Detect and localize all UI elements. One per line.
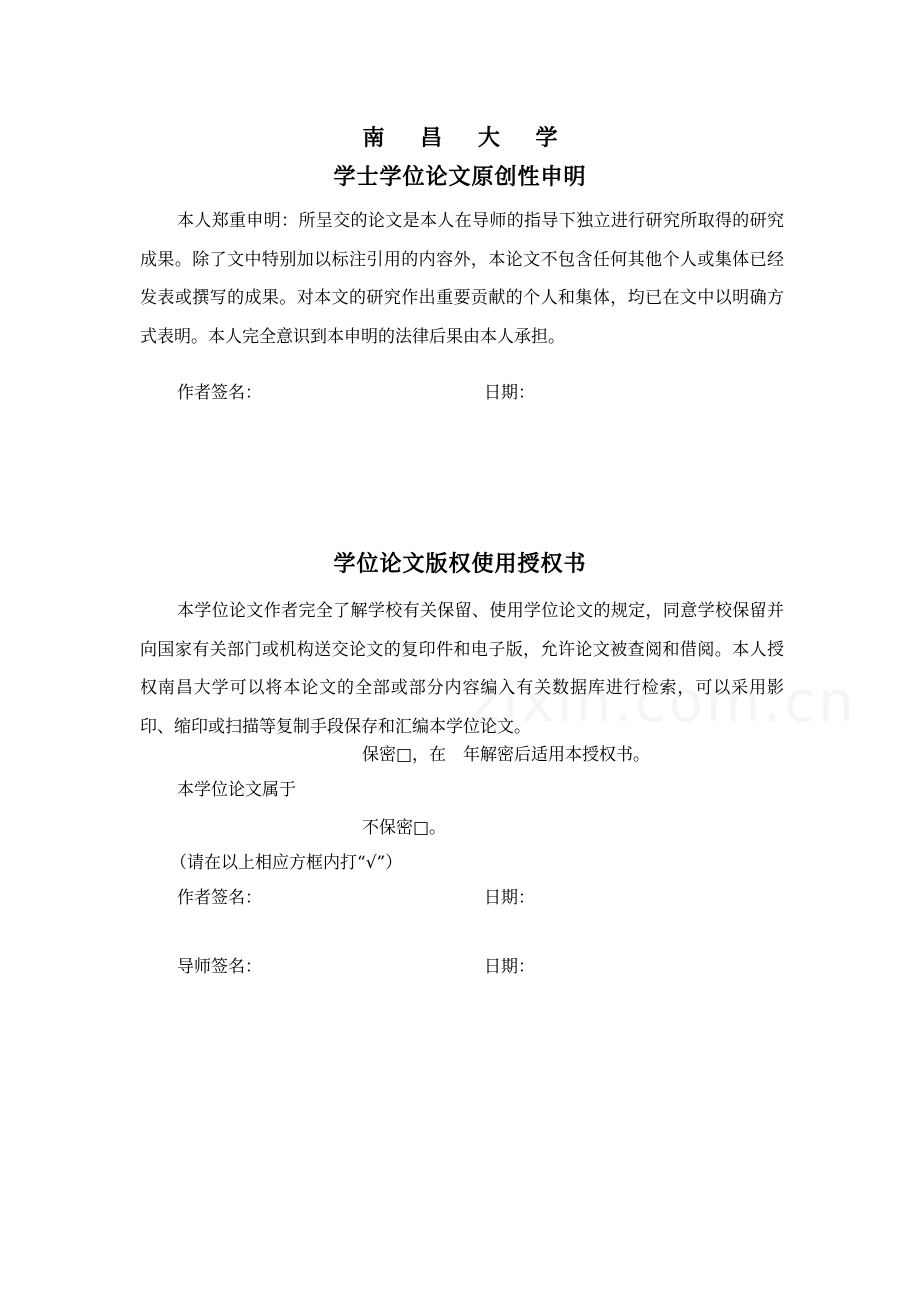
authorization-title: 学位论文版权使用授权书 bbox=[333, 552, 587, 577]
supervisor-signature-label: 导师签名： bbox=[177, 957, 262, 977]
belongs-label: 本学位论文属于 bbox=[177, 780, 296, 800]
authorization-author-signature-label: 作者签名： bbox=[177, 888, 262, 908]
authorization-body: 本学位论文作者完全了解学校有关保留、使用学位论文的规定，同意学校保留并向国家有关部门或机构送交论文的复印件和电子版，允许论文被查阅和借阅。本人授权南昌大学可以将本论文的全部或部分内容编入有关数据库进行检索，可以采用影印、缩印或扫描等复制手段保存和汇编本学位论文。 bbox=[140, 601, 784, 737]
option-not-secret: 不保密□。 bbox=[362, 818, 447, 838]
declaration-date-label: 日期： bbox=[484, 383, 535, 403]
authorization-author-date-label: 日期： bbox=[484, 888, 535, 908]
declaration-body: 本人郑重申明：所呈交的论文是本人在导师的指导下独立进行研究所取得的研究成果。除了文中特别加以标注引用的内容外，本论文不包含任何其他个人或集体已经发表或撰写的成果。对本文的研究作出重要贡献的个人和集体，均已在文中以明确方式表明。本人完全意识到本申明的法律后果由本人承担。 bbox=[140, 211, 784, 347]
declaration-title: 学士学位论文原创性申明 bbox=[333, 165, 587, 190]
option-secret: 保密□，在 年解密后适用本授权书。 bbox=[362, 745, 651, 765]
checkbox-instruction: （请在以上相应方框内打“√”） bbox=[170, 853, 403, 873]
declaration-author-signature-label: 作者签名： bbox=[177, 383, 262, 403]
university-title: 南 昌 大 学 bbox=[362, 126, 572, 151]
supervisor-date-label: 日期： bbox=[484, 957, 535, 977]
